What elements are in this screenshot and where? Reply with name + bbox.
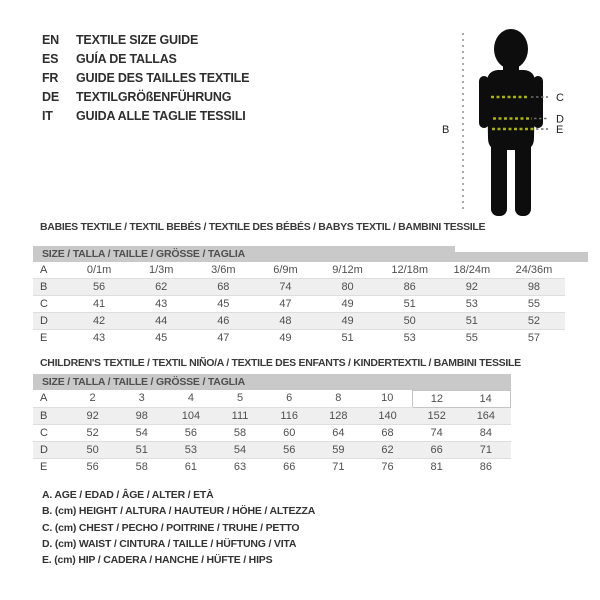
language-title: GUIDA ALLE TAGLIE TESSILI <box>76 109 246 123</box>
table-cell: 3/6m <box>192 262 254 279</box>
table-cell: 86 <box>379 279 441 296</box>
table-cell: 66 <box>283 460 296 473</box>
children-size-header-label: SIZE / TALLA / TAILLE / GRÖSSE / TAGLIA <box>42 376 245 388</box>
measurement-figure-svg <box>430 10 600 230</box>
table-row <box>33 330 565 347</box>
legend-line-waist: D. (cm) WAIST / CINTURA / TAILLE / HÜFTUNG / VITA <box>42 537 297 550</box>
table-cell: 71 <box>332 460 345 473</box>
table-cell: 98 <box>117 408 166 425</box>
language-title: GUÍA DE TALLAS <box>76 52 177 66</box>
table-cell: 18/24m <box>441 262 503 279</box>
table-cell: 3 <box>117 391 166 408</box>
table-cell: 71 <box>461 442 510 459</box>
table-cell: 59 <box>314 442 363 459</box>
table-cell: 4 <box>166 391 215 408</box>
table-cell: 0/1m <box>68 262 130 279</box>
table-row <box>33 313 565 330</box>
table-cell: 48 <box>254 313 316 330</box>
table-cell: 140 <box>363 408 412 425</box>
row-label: C <box>33 296 68 313</box>
language-title-list <box>42 31 249 126</box>
table-row <box>33 279 565 296</box>
table-cell: 128 <box>314 408 363 425</box>
table-cell: 55 <box>465 331 478 344</box>
language-row <box>42 69 249 88</box>
table-cell: 51 <box>379 296 441 313</box>
language-code: IT <box>42 109 53 123</box>
table-cell: 60 <box>265 425 314 442</box>
table-cell: 56 <box>86 460 99 473</box>
table-cell: 54 <box>117 425 166 442</box>
language-row <box>42 107 249 126</box>
table-cell: 68 <box>363 425 412 442</box>
measurement-legend <box>42 487 315 568</box>
table-cell: 43 <box>130 296 192 313</box>
table-cell: 62 <box>363 442 412 459</box>
table-cell: 46 <box>192 313 254 330</box>
language-code: FR <box>42 71 59 85</box>
table-cell: 57 <box>527 331 541 344</box>
table-cell: 52 <box>68 425 117 442</box>
babies-size-table <box>33 262 565 346</box>
language-code: DE <box>42 90 59 104</box>
row-label: B <box>33 279 68 296</box>
table-row <box>33 296 565 313</box>
row-label: D <box>33 313 68 330</box>
language-row <box>42 31 249 50</box>
table-cell: 51 <box>441 313 503 330</box>
table-cell: 51 <box>341 331 354 344</box>
babies-size-header-bar <box>33 246 588 262</box>
table-cell: 51 <box>117 442 166 459</box>
row-label: E <box>40 460 48 473</box>
table-cell: 47 <box>254 296 316 313</box>
table-cell: 56 <box>265 442 314 459</box>
table-cell: 52 <box>503 313 565 330</box>
row-label: C <box>33 425 68 442</box>
table-cell: 58 <box>215 425 264 442</box>
language-code: ES <box>42 52 59 66</box>
table-row <box>33 459 511 476</box>
table-cell: 47 <box>217 331 230 344</box>
table-cell: 53 <box>166 442 215 459</box>
babies-section-title: BABIES TEXTILE / TEXTIL BEBÉS / TEXTILE DES BÉBÉS / BABYS TEXTIL / BAMBINI TESSILE <box>40 221 486 233</box>
row-label: A <box>33 262 68 279</box>
table-cell: 6 <box>265 391 314 408</box>
children-size-table <box>33 390 511 475</box>
table-cell: 50 <box>68 442 117 459</box>
table-cell: 12/18m <box>379 262 441 279</box>
table-cell: 8 <box>314 391 363 408</box>
table-row <box>33 391 511 408</box>
table-row <box>33 442 511 459</box>
language-title: TEXTILE SIZE GUIDE <box>76 33 199 47</box>
babies-size-header-label: SIZE / TALLA / TAILLE / GRÖSSE / TAGLIA <box>42 248 245 260</box>
figure-label-e: E <box>556 124 564 136</box>
legend-line-hip: E. (cm) HIP / CADERA / HANCHE / HÜFTE / HIPS <box>42 554 273 567</box>
table-cell: 45 <box>192 296 254 313</box>
figure-label-b: B <box>442 124 450 136</box>
language-title: TEXTILGRÖßENFÜHRUNG <box>76 90 232 104</box>
table-cell: 63 <box>233 460 247 473</box>
legend-line-chest: C. (cm) CHEST / PECHO / POITRINE / TRUHE / PETTO <box>42 521 300 534</box>
table-cell: 111 <box>215 408 264 425</box>
table-row <box>33 408 511 425</box>
row-label: B <box>33 408 68 425</box>
table-cell: 50 <box>379 313 441 330</box>
table-cell: 45 <box>155 331 168 344</box>
table-cell: 81 <box>430 460 443 473</box>
table-cell: 41 <box>68 296 130 313</box>
child-silhouette <box>479 29 543 216</box>
table-cell: 14 <box>461 391 510 408</box>
table-cell: 49 <box>317 313 379 330</box>
row-label: A <box>33 391 68 408</box>
table-cell: 98 <box>503 279 565 296</box>
table-cell: 61 <box>184 460 198 473</box>
table-cell: 92 <box>68 408 117 425</box>
table-cell: 42 <box>68 313 130 330</box>
legend-line-height: B. (cm) HEIGHT / ALTURA / HAUTEUR / HÖHE / ALTEZZA <box>42 505 316 518</box>
table-cell: 66 <box>412 442 461 459</box>
table-cell: 74 <box>254 279 316 296</box>
figure-label-d: D <box>556 113 564 126</box>
legend-line-age: A. AGE / EDAD / ÂGE / ALTER / ETÀ <box>42 489 214 501</box>
language-row <box>42 88 249 107</box>
children-size-header-bar <box>33 374 511 390</box>
table-cell: 54 <box>215 442 264 459</box>
table-cell: 164 <box>461 408 510 425</box>
row-label: E <box>40 331 48 344</box>
table-cell: 2 <box>68 391 117 408</box>
language-row <box>42 50 249 69</box>
table-cell: 6/9m <box>254 262 316 279</box>
table-cell: 53 <box>441 296 503 313</box>
table-cell: 56 <box>68 279 130 296</box>
figure-label-c: C <box>556 92 564 104</box>
table-cell: 68 <box>192 279 254 296</box>
table-cell: 49 <box>317 296 379 313</box>
language-title: GUIDE DES TAILLES TEXTILE <box>76 71 250 85</box>
table-cell: 43 <box>92 331 106 344</box>
table-cell: 55 <box>503 296 565 313</box>
table-cell: 56 <box>166 425 215 442</box>
table-cell: 53 <box>403 331 416 344</box>
table-cell: 5 <box>215 391 264 408</box>
table-cell: 84 <box>461 425 510 442</box>
table-cell: 9/12m <box>317 262 379 279</box>
table-cell: 152 <box>412 408 461 425</box>
table-cell: 24/36m <box>503 262 565 279</box>
babies-bar-artifact <box>455 246 588 252</box>
language-code: EN <box>42 33 59 47</box>
table-cell: 58 <box>135 460 148 473</box>
table-cell: 1/3m <box>130 262 192 279</box>
table-cell: 64 <box>314 425 363 442</box>
table-cell: 12 <box>412 391 461 408</box>
table-cell: 92 <box>441 279 503 296</box>
table-cell: 44 <box>130 313 192 330</box>
table-row <box>33 425 511 442</box>
table-cell: 86 <box>479 460 492 473</box>
table-cell: 49 <box>279 331 292 344</box>
measurement-figure <box>430 10 600 230</box>
children-section-title: CHILDREN'S TEXTILE / TEXTIL NIÑO/A / TEXTILE DES ENFANTS / KINDERTEXTIL / BAMBINI TESSILE <box>40 357 521 369</box>
table-cell: 76 <box>381 460 394 473</box>
row-label: D <box>33 442 68 459</box>
table-row <box>33 262 565 279</box>
table-cell: 10 <box>363 391 412 408</box>
table-cell: 116 <box>265 408 314 425</box>
table-cell: 104 <box>166 408 215 425</box>
table-cell: 74 <box>412 425 461 442</box>
table-cell: 62 <box>130 279 192 296</box>
table-cell: 80 <box>317 279 379 296</box>
